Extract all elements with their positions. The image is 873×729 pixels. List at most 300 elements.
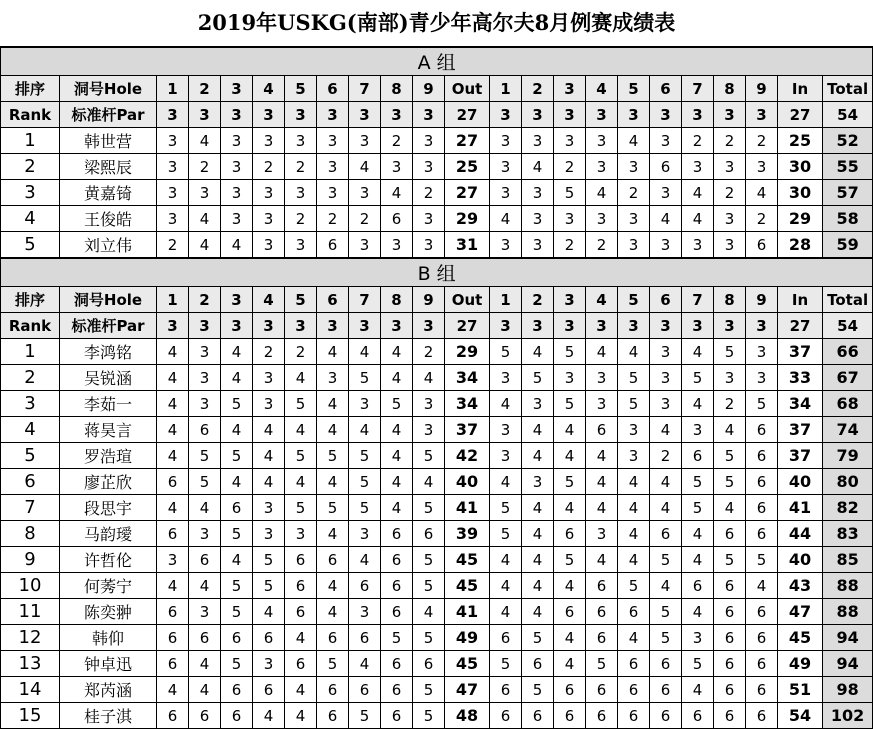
hole-score: 6 (157, 521, 189, 547)
hole-score: 4 (650, 417, 682, 443)
hole-score: 3 (253, 365, 285, 391)
hole-score: 3 (253, 651, 285, 677)
par-value: 3 (554, 313, 586, 339)
hole-score: 3 (189, 391, 221, 417)
hole-score: 5 (490, 495, 522, 521)
player-name: 何莠宁 (60, 573, 157, 599)
header-hole-number: 6 (650, 76, 682, 102)
hole-score: 3 (490, 443, 522, 469)
hole-score: 3 (349, 599, 381, 625)
hole-score: 6 (189, 547, 221, 573)
hole-score: 2 (650, 443, 682, 469)
hole-score: 3 (490, 365, 522, 391)
hole-score: 4 (157, 391, 189, 417)
hole-score: 4 (413, 599, 445, 625)
player-row (1, 521, 873, 547)
hole-score: 4 (522, 495, 554, 521)
total-score: 102 (823, 703, 873, 729)
header-hole-number: 8 (381, 76, 413, 102)
hole-score: 3 (381, 154, 413, 180)
hole-score: 3 (285, 521, 317, 547)
hole-score: 4 (413, 469, 445, 495)
in-score: 25 (778, 128, 823, 154)
hole-score: 4 (381, 365, 413, 391)
hole-score: 4 (285, 703, 317, 729)
par-value: 3 (413, 102, 445, 128)
hole-score: 6 (714, 599, 746, 625)
hole-score: 3 (650, 232, 682, 259)
hole-score: 4 (253, 417, 285, 443)
hole-score: 6 (746, 495, 778, 521)
hole-score: 4 (522, 339, 554, 365)
header-hole: 洞号Hole (60, 287, 157, 313)
hole-score: 4 (317, 573, 349, 599)
hole-score: 2 (285, 339, 317, 365)
hole-score: 3 (317, 128, 349, 154)
hole-score: 5 (586, 651, 618, 677)
hole-score: 3 (586, 521, 618, 547)
hole-score: 6 (650, 521, 682, 547)
player-name: 王俊皓 (60, 206, 157, 232)
par-value: 3 (157, 102, 189, 128)
par-value: 3 (285, 313, 317, 339)
hole-score: 3 (650, 391, 682, 417)
hole-score: 4 (618, 339, 650, 365)
header-in: In (778, 76, 823, 102)
hole-score: 6 (221, 677, 253, 703)
header-hole-number: 8 (714, 76, 746, 102)
in-score: 37 (778, 417, 823, 443)
total-score: 58 (823, 206, 873, 232)
hole-score: 6 (157, 625, 189, 651)
hole-score: 3 (746, 365, 778, 391)
hole-score: 4 (189, 232, 221, 259)
header-hole-number: 2 (522, 287, 554, 313)
hole-score: 4 (189, 206, 221, 232)
hole-score: 4 (682, 599, 714, 625)
hole-score: 4 (157, 573, 189, 599)
hole-score: 3 (413, 154, 445, 180)
hole-score: 4 (618, 521, 650, 547)
hole-score: 4 (317, 391, 349, 417)
hole-score: 4 (522, 154, 554, 180)
hole-score: 6 (650, 154, 682, 180)
hole-score: 2 (349, 206, 381, 232)
hole-score: 2 (714, 391, 746, 417)
hole-score: 4 (714, 417, 746, 443)
header-hole-number: 4 (253, 287, 285, 313)
hole-score: 4 (618, 495, 650, 521)
out-score: 34 (445, 365, 490, 391)
player-rank: 4 (1, 206, 60, 232)
hole-score: 3 (714, 206, 746, 232)
hole-score: 3 (490, 232, 522, 259)
player-rank: 11 (1, 599, 60, 625)
hole-score: 4 (349, 547, 381, 573)
out-score: 48 (445, 703, 490, 729)
out-score: 31 (445, 232, 490, 259)
hole-score: 3 (253, 232, 285, 259)
hole-score: 5 (285, 495, 317, 521)
in-score: 44 (778, 521, 823, 547)
hole-score: 5 (650, 599, 682, 625)
hole-score: 5 (349, 469, 381, 495)
hole-score: 6 (381, 651, 413, 677)
header-in: In (778, 287, 823, 313)
player-row (1, 232, 873, 259)
header-hole-number: 4 (586, 76, 618, 102)
hole-score: 5 (189, 443, 221, 469)
hole-score: 4 (221, 417, 253, 443)
in-score: 37 (778, 339, 823, 365)
hole-score: 6 (554, 703, 586, 729)
hole-score: 6 (586, 573, 618, 599)
hole-score: 3 (618, 417, 650, 443)
player-name: 廖芷欣 (60, 469, 157, 495)
hole-score: 3 (317, 180, 349, 206)
hole-score: 4 (522, 599, 554, 625)
hole-score: 6 (349, 625, 381, 651)
player-row (1, 417, 873, 443)
out-score: 45 (445, 547, 490, 573)
header-hole-number: 2 (189, 287, 221, 313)
hole-score: 3 (522, 391, 554, 417)
header-rank: 排序 (1, 76, 60, 102)
header-total: Total (823, 76, 873, 102)
par-value: 3 (746, 313, 778, 339)
hole-score: 6 (285, 651, 317, 677)
hole-score: 6 (157, 651, 189, 677)
par-value: 3 (157, 313, 189, 339)
in-score: 40 (778, 547, 823, 573)
in-score: 40 (778, 469, 823, 495)
hole-score: 6 (381, 573, 413, 599)
hole-score: 3 (189, 521, 221, 547)
hole-score: 4 (522, 547, 554, 573)
hole-score: 3 (586, 154, 618, 180)
header-row (1, 76, 873, 102)
player-rank: 15 (1, 703, 60, 729)
hole-score: 3 (157, 206, 189, 232)
par-value: 3 (714, 313, 746, 339)
hole-score: 6 (349, 677, 381, 703)
out-score: 41 (445, 495, 490, 521)
hole-score: 6 (490, 625, 522, 651)
hole-score: 5 (253, 573, 285, 599)
player-rank: 7 (1, 495, 60, 521)
hole-score: 3 (253, 206, 285, 232)
hole-score: 3 (413, 391, 445, 417)
hole-score: 6 (554, 599, 586, 625)
hole-score: 4 (490, 573, 522, 599)
header-hole-number: 5 (285, 76, 317, 102)
par-value: 3 (349, 313, 381, 339)
par-value: 3 (189, 313, 221, 339)
hole-score: 4 (381, 469, 413, 495)
in-score: 47 (778, 599, 823, 625)
hole-score: 4 (618, 625, 650, 651)
hole-score: 2 (253, 154, 285, 180)
player-rank: 1 (1, 128, 60, 154)
hole-score: 3 (253, 495, 285, 521)
hole-score: 3 (349, 521, 381, 547)
hole-score: 3 (714, 232, 746, 259)
header-hole-number: 2 (522, 76, 554, 102)
hole-score: 5 (746, 391, 778, 417)
header-hole-number: 7 (349, 76, 381, 102)
total-score: 94 (823, 651, 873, 677)
hole-score: 6 (746, 521, 778, 547)
hole-score: 4 (157, 495, 189, 521)
hole-score: 4 (189, 495, 221, 521)
player-row (1, 651, 873, 677)
player-rank: 12 (1, 625, 60, 651)
hole-score: 5 (413, 495, 445, 521)
hole-score: 6 (586, 599, 618, 625)
par-value: 3 (349, 102, 381, 128)
hole-score: 5 (413, 703, 445, 729)
hole-score: 4 (317, 521, 349, 547)
hole-score: 2 (413, 339, 445, 365)
hole-score: 3 (157, 180, 189, 206)
header-hole-number: 3 (221, 76, 253, 102)
hole-score: 3 (554, 365, 586, 391)
player-rank: 9 (1, 547, 60, 573)
player-row (1, 703, 873, 729)
hole-score: 3 (714, 154, 746, 180)
header-hole-number: 7 (682, 287, 714, 313)
header-hole-number: 1 (157, 287, 189, 313)
header-hole-number: 6 (650, 287, 682, 313)
par-value: 3 (253, 102, 285, 128)
hole-score: 5 (253, 547, 285, 573)
header-hole-number: 5 (285, 287, 317, 313)
hole-score: 3 (746, 339, 778, 365)
hole-score: 4 (650, 469, 682, 495)
par-value: 3 (554, 102, 586, 128)
hole-score: 3 (253, 128, 285, 154)
hole-score: 6 (157, 599, 189, 625)
in-score: 30 (778, 180, 823, 206)
par-value: 3 (714, 102, 746, 128)
hole-score: 4 (682, 206, 714, 232)
hole-score: 4 (381, 443, 413, 469)
hole-score: 5 (682, 651, 714, 677)
hole-score: 4 (157, 443, 189, 469)
header-rank: 排序 (1, 287, 60, 313)
header-hole-number: 6 (317, 287, 349, 313)
par-value: 3 (682, 102, 714, 128)
par-rank-label: Rank (1, 102, 60, 128)
hole-score: 3 (554, 128, 586, 154)
hole-score: 5 (349, 443, 381, 469)
out-score: 45 (445, 573, 490, 599)
hole-score: 3 (682, 232, 714, 259)
total-score: 80 (823, 469, 873, 495)
header-hole-number: 4 (586, 287, 618, 313)
header-hole-number: 2 (189, 76, 221, 102)
out-score: 29 (445, 339, 490, 365)
total-score: 82 (823, 495, 873, 521)
par-value: 3 (221, 102, 253, 128)
header-hole-number: 3 (554, 287, 586, 313)
hole-score: 5 (554, 469, 586, 495)
hole-score: 3 (189, 365, 221, 391)
hole-score: 5 (221, 521, 253, 547)
out-score: 25 (445, 154, 490, 180)
out-score: 42 (445, 443, 490, 469)
hole-score: 5 (221, 443, 253, 469)
hole-score: 5 (618, 573, 650, 599)
hole-score: 4 (381, 495, 413, 521)
hole-score: 4 (285, 677, 317, 703)
hole-score: 2 (317, 206, 349, 232)
hole-score: 6 (490, 703, 522, 729)
par-value: 3 (221, 313, 253, 339)
hole-score: 6 (381, 677, 413, 703)
hole-score: 4 (221, 232, 253, 259)
player-name: 蒋昊言 (60, 417, 157, 443)
hole-score: 4 (650, 206, 682, 232)
hole-score: 6 (221, 625, 253, 651)
hole-score: 3 (586, 391, 618, 417)
hole-score: 4 (349, 339, 381, 365)
hole-score: 6 (650, 651, 682, 677)
par-value: 3 (413, 313, 445, 339)
hole-score: 4 (285, 469, 317, 495)
hole-score: 4 (317, 339, 349, 365)
hole-score: 3 (746, 154, 778, 180)
hole-score: 4 (381, 339, 413, 365)
hole-score: 5 (317, 495, 349, 521)
hole-score: 5 (714, 443, 746, 469)
hole-score: 6 (317, 703, 349, 729)
hole-score: 6 (221, 495, 253, 521)
hole-score: 2 (554, 154, 586, 180)
header-hole: 洞号Hole (60, 76, 157, 102)
player-name: 刘立伟 (60, 232, 157, 259)
hole-score: 4 (157, 677, 189, 703)
hole-score: 3 (586, 206, 618, 232)
hole-score: 2 (189, 154, 221, 180)
hole-score: 3 (522, 180, 554, 206)
hole-score: 3 (157, 154, 189, 180)
hole-score: 4 (157, 339, 189, 365)
hole-score: 4 (522, 417, 554, 443)
in-score: 37 (778, 443, 823, 469)
hole-score: 4 (157, 417, 189, 443)
par-value: 3 (618, 313, 650, 339)
par-value: 3 (522, 102, 554, 128)
hole-score: 6 (650, 703, 682, 729)
player-rank: 10 (1, 573, 60, 599)
hole-score: 5 (746, 547, 778, 573)
out-score: 47 (445, 677, 490, 703)
player-row (1, 573, 873, 599)
hole-score: 5 (490, 521, 522, 547)
hole-score: 4 (253, 599, 285, 625)
hole-score: 5 (618, 391, 650, 417)
out-score: 27 (445, 180, 490, 206)
group-title-row (1, 47, 873, 76)
par-value: 3 (650, 102, 682, 128)
hole-score: 6 (253, 625, 285, 651)
hole-score: 6 (586, 417, 618, 443)
hole-score: 4 (618, 469, 650, 495)
hole-score: 4 (586, 180, 618, 206)
total-score: 67 (823, 365, 873, 391)
hole-score: 5 (413, 573, 445, 599)
player-rank: 5 (1, 232, 60, 259)
hole-score: 3 (285, 180, 317, 206)
hole-score: 5 (317, 651, 349, 677)
hole-score: 6 (522, 651, 554, 677)
hole-score: 3 (650, 339, 682, 365)
player-row (1, 391, 873, 417)
hole-score: 5 (522, 365, 554, 391)
hole-score: 2 (586, 232, 618, 259)
hole-score: 6 (285, 573, 317, 599)
hole-score: 4 (586, 469, 618, 495)
hole-score: 6 (682, 573, 714, 599)
par-value: 3 (682, 313, 714, 339)
hole-score: 5 (682, 469, 714, 495)
hole-score: 5 (381, 625, 413, 651)
hole-score: 6 (413, 651, 445, 677)
hole-score: 3 (650, 365, 682, 391)
hole-score: 3 (586, 128, 618, 154)
header-hole-number: 3 (554, 76, 586, 102)
hole-score: 6 (714, 651, 746, 677)
hole-score: 6 (157, 703, 189, 729)
header-hole-number: 9 (746, 287, 778, 313)
hole-score: 5 (221, 599, 253, 625)
hole-score: 6 (586, 625, 618, 651)
par-value: 3 (253, 313, 285, 339)
hole-score: 5 (349, 495, 381, 521)
hole-score: 4 (554, 417, 586, 443)
hole-score: 2 (682, 128, 714, 154)
hole-score: 5 (381, 391, 413, 417)
player-row (1, 339, 873, 365)
hole-score: 3 (413, 128, 445, 154)
hole-score: 5 (554, 339, 586, 365)
hole-score: 4 (554, 495, 586, 521)
hole-score: 6 (554, 521, 586, 547)
hole-score: 4 (554, 625, 586, 651)
hole-score: 6 (381, 599, 413, 625)
hole-score: 5 (618, 365, 650, 391)
hole-score: 4 (253, 703, 285, 729)
hole-score: 2 (381, 128, 413, 154)
total-score: 85 (823, 547, 873, 573)
out-score: 29 (445, 206, 490, 232)
hole-score: 2 (714, 128, 746, 154)
player-rank: 8 (1, 521, 60, 547)
hole-score: 4 (746, 180, 778, 206)
hole-score: 3 (157, 547, 189, 573)
hole-score: 2 (157, 232, 189, 259)
total-score: 52 (823, 128, 873, 154)
hole-score: 6 (317, 677, 349, 703)
hole-score: 6 (189, 417, 221, 443)
hole-score: 5 (413, 547, 445, 573)
player-name: 吴锐涵 (60, 365, 157, 391)
player-rank: 1 (1, 339, 60, 365)
hole-score: 6 (746, 469, 778, 495)
player-rank: 6 (1, 469, 60, 495)
total-score: 57 (823, 180, 873, 206)
